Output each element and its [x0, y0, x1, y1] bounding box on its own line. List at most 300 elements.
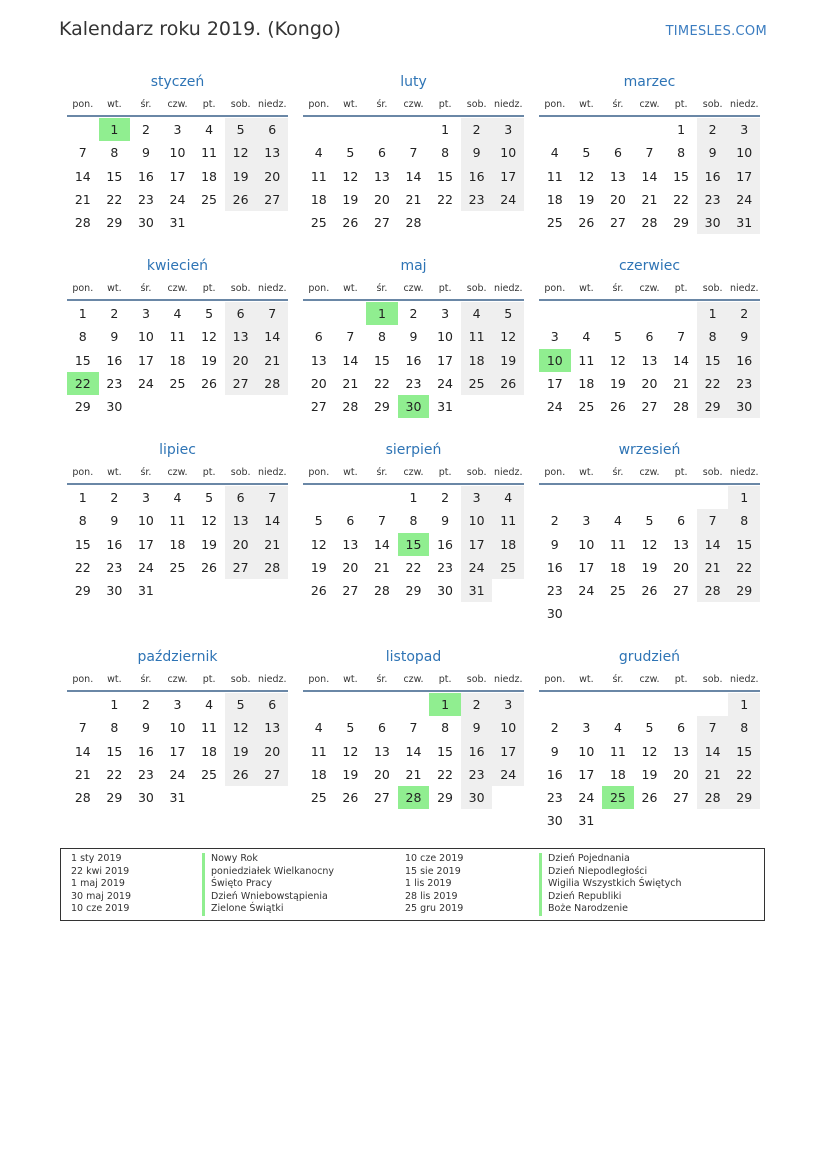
- holiday-date: 28 lis 2019: [405, 890, 458, 902]
- day-cell: 15: [673, 168, 690, 184]
- day-cell: 3: [441, 306, 450, 321]
- weekday-label: pon.: [544, 282, 566, 294]
- day-cell: 10: [137, 329, 154, 345]
- weekday-label: czw.: [639, 466, 660, 478]
- month-block: [67, 439, 288, 602]
- day-cell: 1: [78, 490, 87, 505]
- day-cell: 20: [310, 375, 327, 391]
- weekday-header: [303, 93, 524, 117]
- day-cell: 21: [342, 375, 359, 391]
- day-cell: 29: [697, 395, 729, 418]
- weekday-label: pon.: [72, 282, 94, 294]
- day-cell: 25: [609, 583, 626, 599]
- day-cell: 24: [169, 766, 186, 782]
- day-cell: 1: [728, 693, 760, 716]
- holiday-date: 1 maj 2019: [71, 878, 125, 890]
- day-cell: 2: [550, 513, 559, 529]
- day-cell: 4: [205, 697, 214, 712]
- holiday-day-cell: 1: [366, 302, 398, 325]
- weekday-label: pon.: [544, 673, 566, 685]
- day-cell: 11: [609, 536, 626, 552]
- day-cell: 7: [377, 513, 386, 529]
- day-cell: 4: [613, 720, 622, 736]
- day-cell: 25: [201, 766, 218, 782]
- day-cell: 10: [492, 716, 524, 739]
- weekday-label: sob.: [230, 466, 251, 478]
- day-cell: 24: [461, 556, 493, 579]
- day-cell: 21: [256, 349, 288, 372]
- day-cell: 20: [673, 766, 690, 782]
- holiday-name: Dzień Republiki: [548, 890, 622, 902]
- day-cell: 11: [578, 352, 595, 368]
- day-cell: 9: [141, 720, 150, 736]
- day-cell: 18: [169, 536, 186, 552]
- day-cell: 20: [641, 375, 658, 391]
- day-cell: 6: [225, 302, 257, 325]
- day-cell: 1: [409, 490, 418, 505]
- weekday-label: sob.: [702, 282, 723, 294]
- day-cell: 25: [169, 375, 186, 391]
- day-cell: 7: [697, 716, 729, 739]
- day-cell: 13: [673, 536, 690, 552]
- month-block: [303, 71, 524, 234]
- holiday-name: Boże Narodzenie: [548, 903, 628, 915]
- day-cell: 6: [377, 145, 386, 161]
- day-cell: 25: [492, 556, 524, 579]
- weekday-label: pt.: [438, 282, 452, 294]
- day-cell: 17: [169, 743, 186, 759]
- day-cell: 28: [373, 583, 390, 599]
- day-cell: 17: [578, 766, 595, 782]
- day-cell: 24: [437, 375, 454, 391]
- month-block: [539, 71, 760, 234]
- holiday-names-right: [539, 853, 682, 916]
- day-cell: 21: [405, 191, 422, 207]
- day-cell: 9: [110, 513, 119, 529]
- weekday-label: czw.: [639, 673, 660, 685]
- holiday-day-cell: 25: [602, 786, 634, 809]
- day-cell: 2: [697, 118, 729, 141]
- month-block: [539, 255, 760, 418]
- day-cell: 5: [225, 693, 257, 716]
- day-cell: 6: [613, 145, 622, 161]
- empty-cell: [602, 118, 634, 141]
- day-cell: 19: [225, 740, 257, 763]
- day-cell: 7: [645, 145, 654, 161]
- day-cell: 17: [492, 165, 524, 188]
- day-cell: 14: [342, 352, 359, 368]
- day-cell: 26: [578, 215, 595, 231]
- day-cell: 28: [256, 372, 288, 395]
- month-block: [67, 646, 288, 809]
- weekday-label: czw.: [167, 98, 188, 110]
- weekday-label: sob.: [230, 673, 251, 685]
- weekday-label: śr.: [376, 98, 388, 110]
- day-cell: 13: [256, 141, 288, 164]
- day-cell: 27: [641, 399, 658, 415]
- empty-cell: [335, 486, 367, 509]
- day-cell: 14: [256, 325, 288, 348]
- day-cell: 19: [201, 352, 218, 368]
- weekday-label: czw.: [403, 466, 424, 478]
- day-cell: 1: [697, 302, 729, 325]
- day-cell: 12: [492, 325, 524, 348]
- weekday-label: pt.: [438, 98, 452, 110]
- weekday-label: czw.: [639, 98, 660, 110]
- day-cell: 5: [645, 720, 654, 736]
- empty-cell: [539, 486, 571, 509]
- weekday-label: niedz.: [257, 282, 287, 294]
- day-cell: 22: [373, 375, 390, 391]
- day-cell: 2: [441, 490, 450, 505]
- day-cell: 23: [137, 191, 154, 207]
- weekday-label: czw.: [167, 282, 188, 294]
- day-grid: [303, 486, 524, 602]
- day-cell: 10: [437, 329, 454, 345]
- holiday-day-cell: 10: [539, 349, 571, 372]
- day-cell: 23: [437, 559, 454, 575]
- day-cell: 23: [405, 375, 422, 391]
- holiday-name: Wigilia Wszystkich Świętych: [548, 878, 682, 890]
- holiday-date: 10 cze 2019: [405, 853, 464, 864]
- day-cell: 26: [201, 375, 218, 391]
- day-cell: 3: [582, 513, 591, 529]
- weekday-label: śr.: [140, 98, 152, 110]
- brand-link[interactable]: TIMESLES.COM: [665, 24, 767, 39]
- day-cell: 19: [225, 165, 257, 188]
- weekday-label: śr.: [140, 282, 152, 294]
- weekday-label: pon.: [544, 98, 566, 110]
- holiday-name: Święto Pracy: [211, 878, 272, 890]
- month-block: [539, 439, 760, 626]
- day-cell: 3: [173, 697, 182, 712]
- weekday-label: niedz.: [729, 466, 759, 478]
- day-cell: 6: [256, 118, 288, 141]
- day-cell: 21: [405, 766, 422, 782]
- day-cell: 26: [225, 763, 257, 786]
- day-cell: 9: [697, 141, 729, 164]
- day-cell: 12: [641, 743, 658, 759]
- day-cell: 16: [461, 740, 493, 763]
- day-cell: 7: [677, 329, 686, 345]
- weekday-label: niedz.: [493, 98, 523, 110]
- empty-cell: [634, 118, 666, 141]
- weekday-header: [539, 461, 760, 485]
- day-cell: 21: [673, 375, 690, 391]
- day-cell: 6: [314, 329, 323, 345]
- day-cell: 30: [546, 606, 563, 622]
- day-cell: 21: [697, 556, 729, 579]
- empty-cell: [67, 118, 99, 141]
- weekday-header: [67, 93, 288, 117]
- day-cell: 2: [141, 697, 150, 712]
- day-cell: 1: [441, 122, 450, 137]
- day-cell: 31: [461, 579, 493, 602]
- day-cell: 4: [613, 513, 622, 529]
- day-grid: [539, 118, 760, 234]
- day-cell: 15: [74, 352, 91, 368]
- holiday-name: poniedziałek Wielkanocny: [211, 865, 335, 877]
- weekday-label: wt.: [107, 466, 122, 478]
- empty-cell: [697, 486, 729, 509]
- day-cell: 19: [201, 536, 218, 552]
- day-cell: 7: [256, 486, 288, 509]
- day-cell: 7: [409, 145, 418, 161]
- month-name: sierpień: [385, 442, 442, 458]
- day-cell: 22: [697, 372, 729, 395]
- day-cell: 4: [550, 145, 559, 161]
- day-cell: 11: [169, 329, 186, 345]
- day-grid: [539, 486, 760, 626]
- day-cell: 20: [609, 191, 626, 207]
- day-cell: 18: [310, 766, 327, 782]
- day-cell: 4: [173, 490, 182, 505]
- weekday-header: [303, 277, 524, 301]
- day-cell: 16: [405, 352, 422, 368]
- day-cell: 2: [110, 490, 119, 505]
- day-cell: 26: [609, 399, 626, 415]
- day-cell: 7: [346, 329, 355, 345]
- day-cell: 16: [461, 165, 493, 188]
- day-cell: 9: [409, 329, 418, 345]
- day-cell: 31: [169, 790, 186, 806]
- day-cell: 16: [137, 168, 154, 184]
- weekday-label: pt.: [202, 98, 216, 110]
- day-cell: 8: [78, 513, 87, 529]
- month-name: kwiecień: [146, 258, 209, 274]
- month-name: grudzień: [618, 649, 681, 665]
- day-cell: 25: [461, 372, 493, 395]
- day-cell: 20: [225, 533, 257, 556]
- day-cell: 17: [546, 375, 563, 391]
- day-cell: 17: [461, 533, 493, 556]
- day-cell: 3: [492, 118, 524, 141]
- day-cell: 18: [201, 743, 218, 759]
- weekday-label: czw.: [167, 673, 188, 685]
- day-cell: 13: [373, 743, 390, 759]
- day-cell: 23: [461, 763, 493, 786]
- day-cell: 16: [546, 559, 563, 575]
- holiday-date: 1 sty 2019: [71, 853, 122, 864]
- weekday-label: sob.: [466, 673, 487, 685]
- day-cell: 14: [74, 743, 91, 759]
- month-block: [67, 71, 288, 234]
- day-cell: 9: [441, 513, 450, 529]
- day-cell: 15: [106, 743, 123, 759]
- day-cell: 16: [728, 349, 760, 372]
- weekday-label: pt.: [674, 98, 688, 110]
- day-cell: 27: [609, 215, 626, 231]
- day-cell: 14: [74, 168, 91, 184]
- month-block: [539, 646, 760, 833]
- weekday-label: czw.: [639, 282, 660, 294]
- empty-cell: [539, 693, 571, 716]
- day-cell: 10: [169, 145, 186, 161]
- day-cell: 5: [492, 302, 524, 325]
- day-cell: 16: [546, 766, 563, 782]
- weekday-label: śr.: [376, 282, 388, 294]
- day-cell: 1: [110, 697, 119, 712]
- weekday-label: wt.: [579, 466, 594, 478]
- day-cell: 5: [582, 145, 591, 161]
- day-cell: 17: [169, 168, 186, 184]
- day-cell: 13: [342, 536, 359, 552]
- weekday-label: śr.: [140, 466, 152, 478]
- day-cell: 18: [169, 352, 186, 368]
- weekday-label: wt.: [107, 282, 122, 294]
- day-cell: 10: [461, 509, 493, 532]
- day-cell: 12: [641, 536, 658, 552]
- day-cell: 19: [609, 375, 626, 391]
- weekday-label: pon.: [72, 466, 94, 478]
- day-grid: [67, 486, 288, 602]
- day-cell: 14: [673, 352, 690, 368]
- day-cell: 23: [697, 188, 729, 211]
- day-cell: 25: [310, 215, 327, 231]
- day-cell: 5: [346, 145, 355, 161]
- day-cell: 24: [169, 191, 186, 207]
- empty-cell: [335, 693, 367, 716]
- day-cell: 28: [74, 790, 91, 806]
- holiday-name: Zielone Świątki: [211, 903, 284, 915]
- weekday-label: wt.: [343, 673, 358, 685]
- day-cell: 28: [673, 399, 690, 415]
- day-cell: 31: [437, 399, 454, 415]
- month-name: wrzesień: [618, 442, 681, 458]
- day-cell: 2: [461, 693, 493, 716]
- day-cell: 29: [728, 786, 760, 809]
- empty-cell: [571, 486, 603, 509]
- day-cell: 3: [582, 720, 591, 736]
- holiday-dates-left: [71, 853, 131, 916]
- day-cell: 8: [441, 720, 450, 736]
- holiday-name: Nowy Rok: [211, 853, 258, 864]
- day-cell: 1: [677, 122, 686, 137]
- empty-cell: [303, 486, 335, 509]
- day-cell: 17: [578, 559, 595, 575]
- holiday-date: 15 sie 2019: [405, 865, 461, 877]
- day-cell: 7: [78, 145, 87, 161]
- weekday-label: czw.: [167, 466, 188, 478]
- weekday-label: sob.: [466, 282, 487, 294]
- day-cell: 9: [110, 329, 119, 345]
- weekday-header: [303, 668, 524, 692]
- day-cell: 12: [225, 141, 257, 164]
- day-cell: 23: [728, 372, 760, 395]
- day-cell: 29: [74, 399, 91, 415]
- weekday-label: niedz.: [493, 673, 523, 685]
- day-cell: 1: [78, 306, 87, 321]
- day-cell: 28: [256, 556, 288, 579]
- weekday-label: wt.: [343, 98, 358, 110]
- empty-cell: [665, 693, 697, 716]
- day-cell: 30: [106, 399, 123, 415]
- day-cell: 13: [225, 325, 257, 348]
- day-cell: 9: [461, 141, 493, 164]
- day-cell: 16: [697, 165, 729, 188]
- day-cell: 14: [405, 743, 422, 759]
- day-cell: 28: [405, 215, 422, 231]
- day-cell: 24: [728, 188, 760, 211]
- weekday-label: czw.: [403, 98, 424, 110]
- empty-cell: [634, 486, 666, 509]
- empty-cell: [335, 118, 367, 141]
- day-cell: 29: [405, 583, 422, 599]
- day-cell: 26: [225, 188, 257, 211]
- day-cell: 20: [225, 349, 257, 372]
- holiday-name: Dzień Pojednania: [548, 853, 630, 864]
- weekday-label: sob.: [702, 98, 723, 110]
- day-cell: 6: [677, 513, 686, 529]
- weekday-label: niedz.: [257, 98, 287, 110]
- weekday-label: pt.: [674, 673, 688, 685]
- day-cell: 27: [342, 583, 359, 599]
- day-cell: 6: [645, 329, 654, 345]
- day-cell: 6: [346, 513, 355, 529]
- day-cell: 13: [256, 716, 288, 739]
- day-cell: 2: [728, 302, 760, 325]
- weekday-label: sob.: [230, 282, 251, 294]
- day-grid: [539, 302, 760, 418]
- day-cell: 20: [373, 766, 390, 782]
- weekday-label: niedz.: [257, 466, 287, 478]
- weekday-label: śr.: [612, 673, 624, 685]
- day-cell: 14: [697, 740, 729, 763]
- day-cell: 31: [169, 215, 186, 231]
- day-cell: 23: [461, 188, 493, 211]
- day-cell: 9: [141, 145, 150, 161]
- day-cell: 18: [201, 168, 218, 184]
- day-cell: 19: [641, 766, 658, 782]
- day-cell: 25: [169, 559, 186, 575]
- day-cell: 4: [582, 329, 591, 345]
- month-name: październik: [137, 649, 218, 665]
- day-cell: 30: [546, 813, 563, 829]
- empty-cell: [398, 118, 430, 141]
- day-cell: 21: [74, 766, 91, 782]
- month-block: [303, 255, 524, 418]
- day-cell: 11: [310, 743, 327, 759]
- empty-cell: [303, 693, 335, 716]
- day-cell: 8: [697, 325, 729, 348]
- day-cell: 12: [342, 168, 359, 184]
- empty-cell: [602, 302, 634, 325]
- day-cell: 30: [137, 215, 154, 231]
- empty-cell: [571, 118, 603, 141]
- day-cell: 29: [373, 399, 390, 415]
- day-cell: 24: [492, 188, 524, 211]
- day-cell: 29: [728, 579, 760, 602]
- day-cell: 24: [137, 375, 154, 391]
- day-cell: 5: [205, 490, 214, 505]
- weekday-label: pon.: [308, 466, 330, 478]
- weekday-label: pon.: [72, 98, 94, 110]
- day-cell: 20: [373, 191, 390, 207]
- day-cell: 18: [609, 559, 626, 575]
- weekday-label: niedz.: [493, 466, 523, 478]
- day-cell: 24: [578, 583, 595, 599]
- day-cell: 11: [546, 168, 563, 184]
- weekday-label: wt.: [107, 98, 122, 110]
- holiday-dates-right: [405, 853, 463, 916]
- weekday-label: niedz.: [257, 673, 287, 685]
- weekday-label: pt.: [202, 282, 216, 294]
- weekday-label: czw.: [403, 282, 424, 294]
- day-cell: 19: [641, 559, 658, 575]
- weekday-label: śr.: [140, 673, 152, 685]
- empty-cell: [602, 693, 634, 716]
- month-name: styczeń: [150, 74, 205, 90]
